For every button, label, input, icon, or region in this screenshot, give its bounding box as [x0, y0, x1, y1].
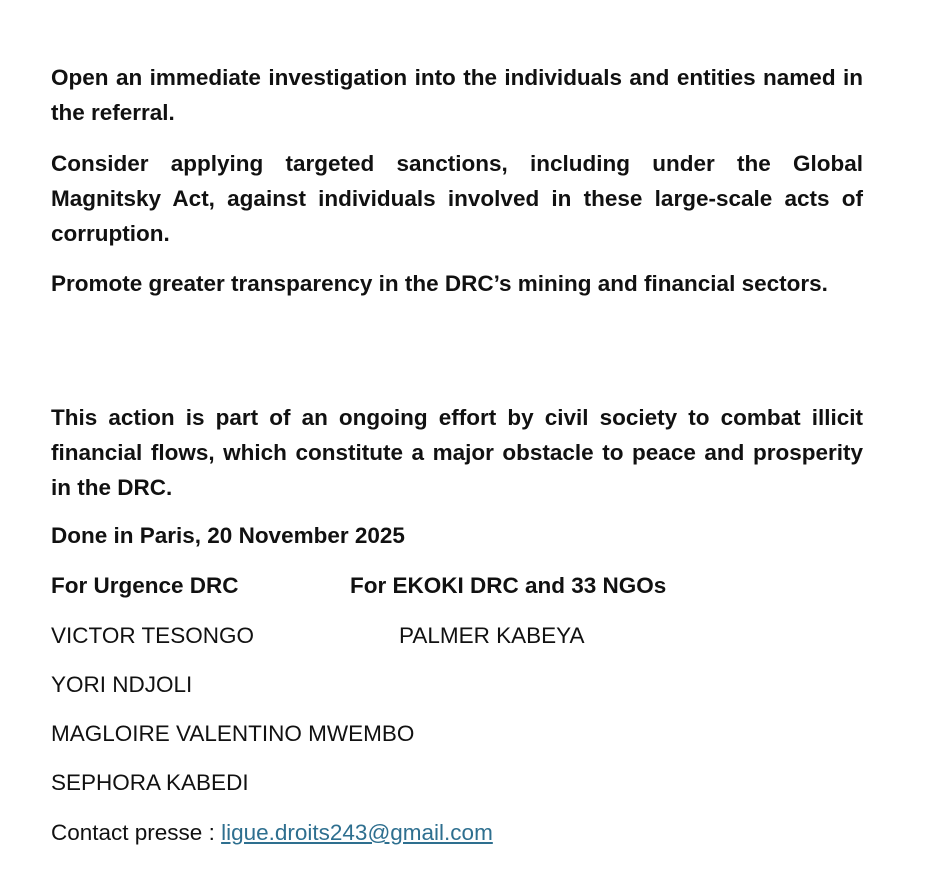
signatory-name: MAGLOIRE VALENTINO MWEMBO	[51, 721, 415, 746]
signatory-name: SEPHORA KABEDI	[51, 770, 249, 795]
signatory-name: PALMER KABEYA	[399, 623, 585, 648]
signatory-row	[51, 670, 863, 700]
signatory-row	[51, 768, 863, 798]
closing-statement: This action is part of an ongoing effort by civil society to combat illicit financial flows, which constitute a major obstacle to peace and prosperity in the DRC.	[51, 405, 863, 500]
recommendation-sanctions: Consider applying targeted sanctions, including under the Global Magnitsky Act, against individuals involved in these large-scale acts of corruption.	[51, 151, 863, 246]
press-contact	[51, 818, 493, 848]
signatory-row	[51, 621, 863, 651]
press-contact-label: Contact presse :	[51, 820, 222, 845]
place-and-date: Done in Paris, 20 November 2025	[51, 523, 405, 548]
signatory-headings	[51, 571, 863, 601]
signatory-heading-ekoki: For EKOKI DRC and 33 NGOs	[350, 573, 667, 598]
signatory-name: VICTOR TESONGO	[51, 623, 254, 648]
recommendation-transparency: Promote greater transparency in the DRC’s mining and financial sectors.	[51, 271, 828, 296]
recommendation-investigation: Open an immediate investigation into the individuals and entities named in the referral.	[51, 65, 863, 125]
signatory-row	[51, 719, 863, 749]
signatory-heading-urgence: For Urgence DRC	[51, 573, 239, 598]
signatory-name: YORI NDJOLI	[51, 672, 193, 697]
press-contact-email-link[interactable]: ligue.droits243@gmail.com	[221, 820, 493, 845]
